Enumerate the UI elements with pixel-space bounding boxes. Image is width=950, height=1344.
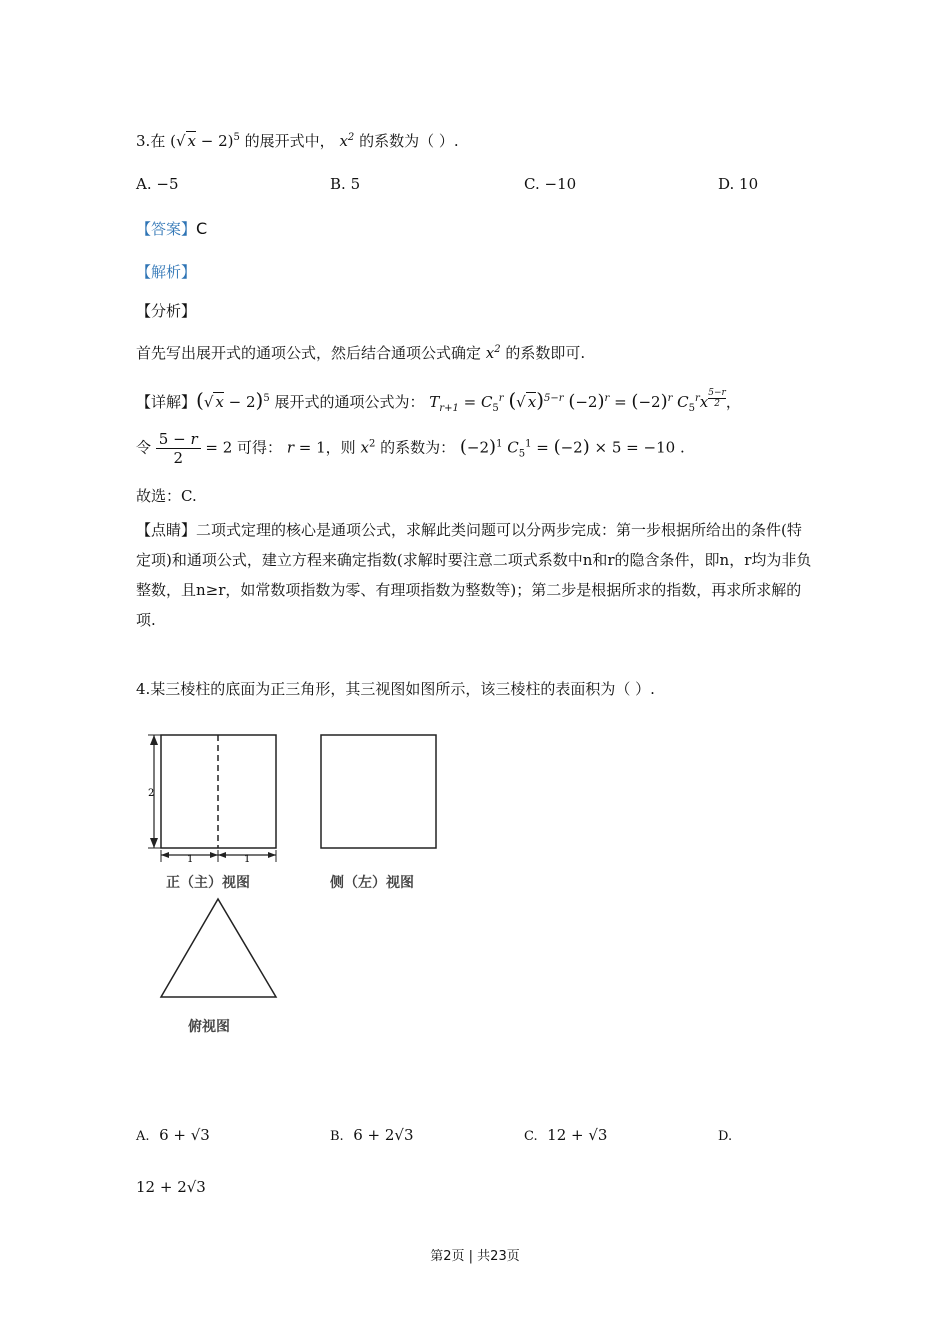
q3-option-c: C. −10 xyxy=(524,175,577,193)
q3-option-b: B. 5 xyxy=(330,175,361,193)
width-label-left: 1 xyxy=(187,854,194,865)
ling-line: 令 $\frac{5 - r}{2}$ = 2 可得： r = 1，则 $x^2$ 的系数为： $(-2)^1$ $C_5^1 = (-2) \times 5 = -10$ . xyxy=(136,430,685,467)
q3-answer xyxy=(136,218,207,239)
q4-option-d-value: 12 + 2√3 xyxy=(136,1178,206,1196)
analysis-label: 【解析】 xyxy=(136,263,197,281)
page-footer: 第2页 | 共23页 xyxy=(430,1249,520,1264)
height-label: 2 xyxy=(148,788,155,799)
fenxi-text: 首先写出展开式的通项公式，然后结合通项公式确定 $x^2$ 的系数即可. xyxy=(136,344,586,362)
side-view-rect xyxy=(321,735,436,848)
answer-value: C xyxy=(196,219,208,238)
dianjing-paragraph xyxy=(136,515,816,635)
answer-label: 【答案】 xyxy=(136,220,197,238)
fenxi-label: 【分析】 xyxy=(136,302,197,320)
guxuan: 故选：C. xyxy=(136,487,197,505)
q4-stem: 4.某三棱柱的底面为正三角形，其三视图如图所示，该三棱柱的表面积为（ ）. xyxy=(136,680,655,698)
q4-option-b: B. 6 + 2√3 xyxy=(330,1126,414,1144)
q3-x2: $x^2$ xyxy=(339,132,355,150)
front-view-caption: 正（主）视图 xyxy=(166,875,250,891)
width-label-right: 1 xyxy=(244,854,251,865)
q4-option-c: C. 12 + √3 xyxy=(524,1126,608,1144)
q3-option-d: D. 10 xyxy=(718,175,759,193)
general-term-formula: $T_{r+1} = C_5^r$ (√ x)$^{5-r}$ $(-2)^r = (-2)^r$ $C_5^rx$ $\frac{5-r}{2}$， xyxy=(429,388,741,414)
top-view-triangle xyxy=(161,899,276,997)
front-view-rect xyxy=(161,735,276,848)
dianjing-text: 二项式定理的核心是通项公式，求解此类问题可以分两步完成：第一步根据所给出的条件(特定项)和通项公式，建立方程来确定指数(求解时要注意二项式系数中n和r的隐含条件，即n，r均为非负整数，且n≥r，如常数项指数为零、有理项指数为整数等)；第二步是根据所求的指数，再求所求解的项. xyxy=(136,521,812,629)
q3-expression: (√ x − 2)$^5$ xyxy=(170,132,240,150)
side-view-caption: 侧（左）视图 xyxy=(330,875,414,891)
detail-line: 【详解】(√ x − 2)$^5$ 展开式的通项公式为： $T_{r+1} = C_5^r$ (√ x)$^{5-r}$ $(-2)^r = (-2)^r$ $C_5^rx$ $\frac{5-r}{2}$， xyxy=(136,388,741,414)
q3-stem: 3.在 (√ x − 2)$^5$ 的展开式中， $x^2$ 的系数为（ ）. xyxy=(136,132,459,150)
detail-label: 【详解】 xyxy=(136,393,197,411)
q3-option-a: A. −5 xyxy=(136,175,179,193)
dianjing-label: 【点睛】 xyxy=(136,521,197,539)
q4-option-d-letter: D. xyxy=(718,1129,733,1144)
q4-option-a: A. 6 + √3 xyxy=(136,1126,210,1144)
top-view-caption: 俯视图 xyxy=(188,1019,230,1035)
q3-number: 3. xyxy=(136,132,151,150)
